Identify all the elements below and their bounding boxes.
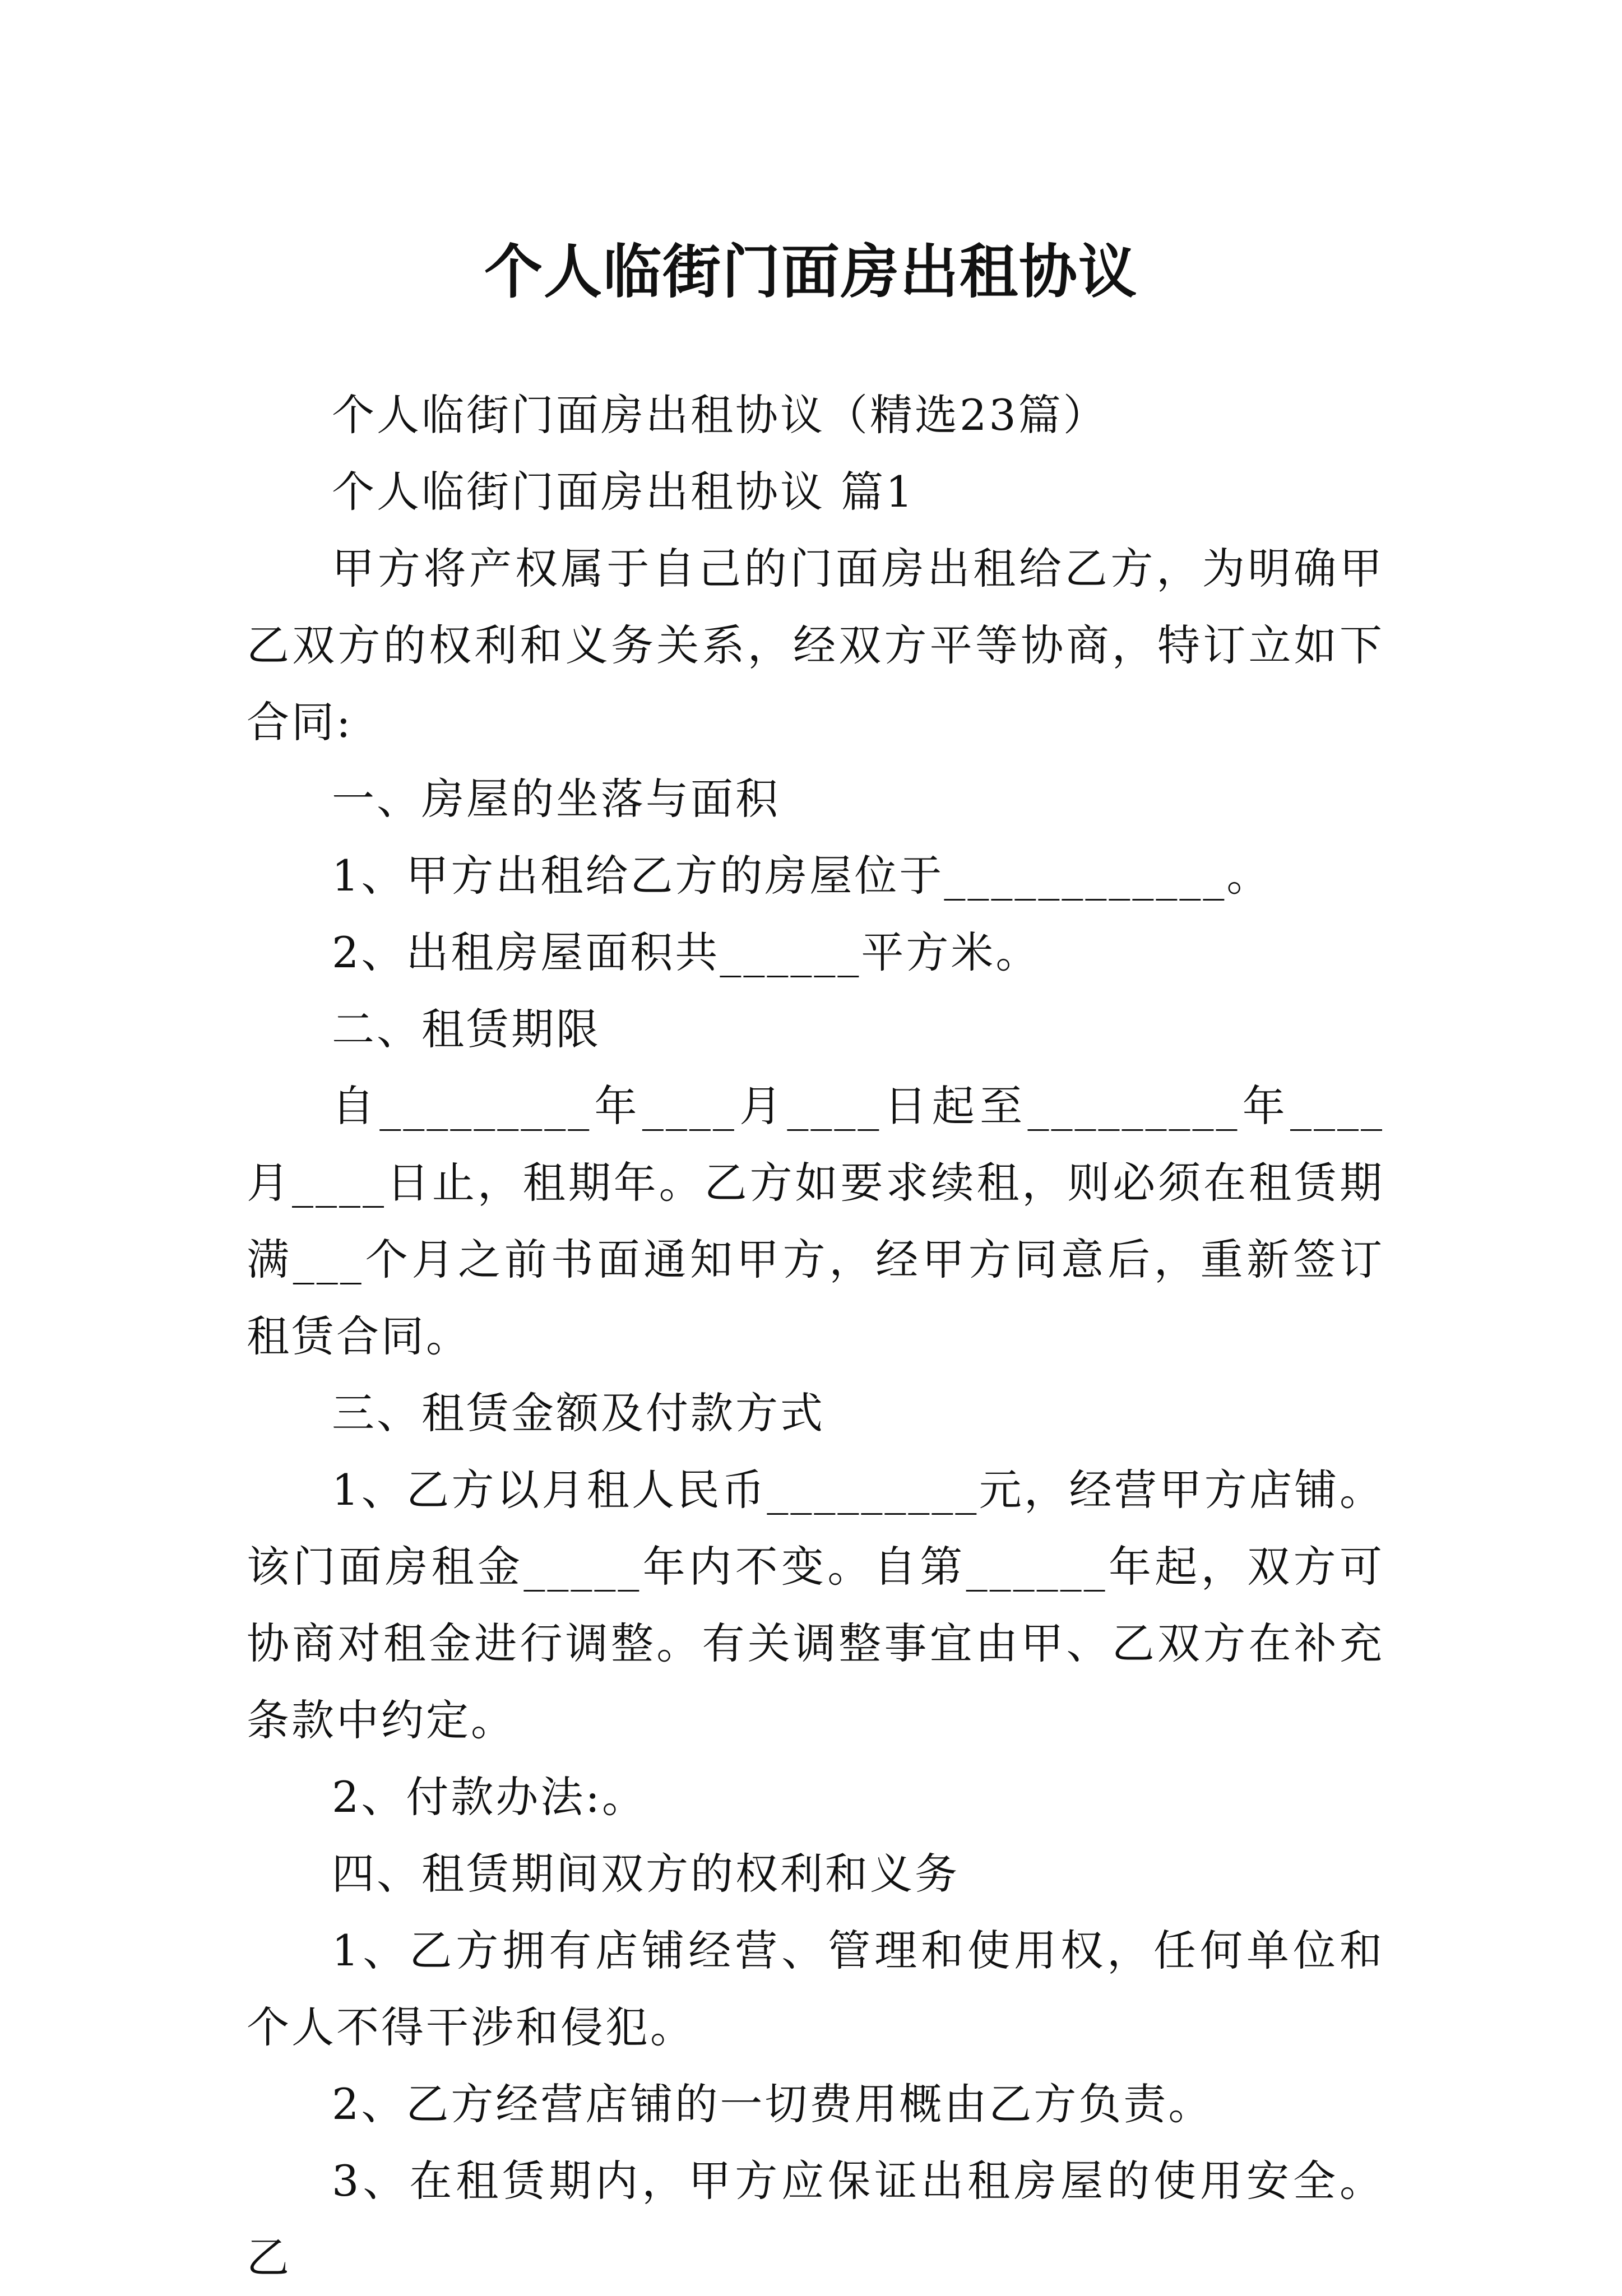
clause-safety: 3、在租赁期内，甲方应保证出租房屋的使用安全。乙 (247, 2156, 1384, 2283)
paragraph-section-heading: 个人临街门面房出租协议 篇1 (332, 467, 915, 517)
clause-payment-method: 2、付款办法:。 (332, 1772, 647, 1822)
paragraph-collection-title: 个人临街门面房出租协议（精选23篇） (332, 390, 1108, 440)
heading-location-area: 一、房屋的坐落与面积 (332, 774, 780, 824)
clause-operation-rights: 1、乙方拥有店铺经营、管理和使用权，任何单位和个人不得干涉和侵犯。 (247, 1926, 1384, 2052)
clause-area: 2、出租房屋面积共______平方米。 (332, 927, 1041, 977)
heading-rights-obligations: 四、租赁期间双方的权利和义务 (332, 1849, 960, 1899)
clause-rent-amount: 1、乙方以月租人民币_________元，经营甲方店铺。该门面房租金_____年内不变。自第______年起，双方可协商对租金进行调整。有关调整事宜由甲、乙双方在补充条款中约定。 (247, 1465, 1384, 1745)
document-body (247, 377, 1384, 2296)
clause-operating-costs: 2、乙方经营店铺的一切费用概由乙方负责。 (332, 2079, 1213, 2129)
clause-location: 1、甲方出租给乙方的房屋位于____________。 (332, 851, 1272, 901)
heading-lease-term: 二、租赁期限 (332, 1004, 601, 1054)
clause-lease-term: 自_________年____月____日起至_________年____月____日止，租期年。乙方如要求续租，则必须在租赁期满___个月之前书面通知甲方，经甲方同意后，重新签订租赁合同。 (247, 1081, 1384, 1361)
document-title: 个人临街门面房出租协议 (484, 236, 1138, 306)
heading-rent-payment: 三、租赁金额及付款方式 (332, 1388, 825, 1438)
paragraph-preamble: 甲方将产权属于自己的门面房出租给乙方，为明确甲乙双方的权利和义务关系，经双方平等协商，特订立如下合同: (247, 544, 1384, 747)
